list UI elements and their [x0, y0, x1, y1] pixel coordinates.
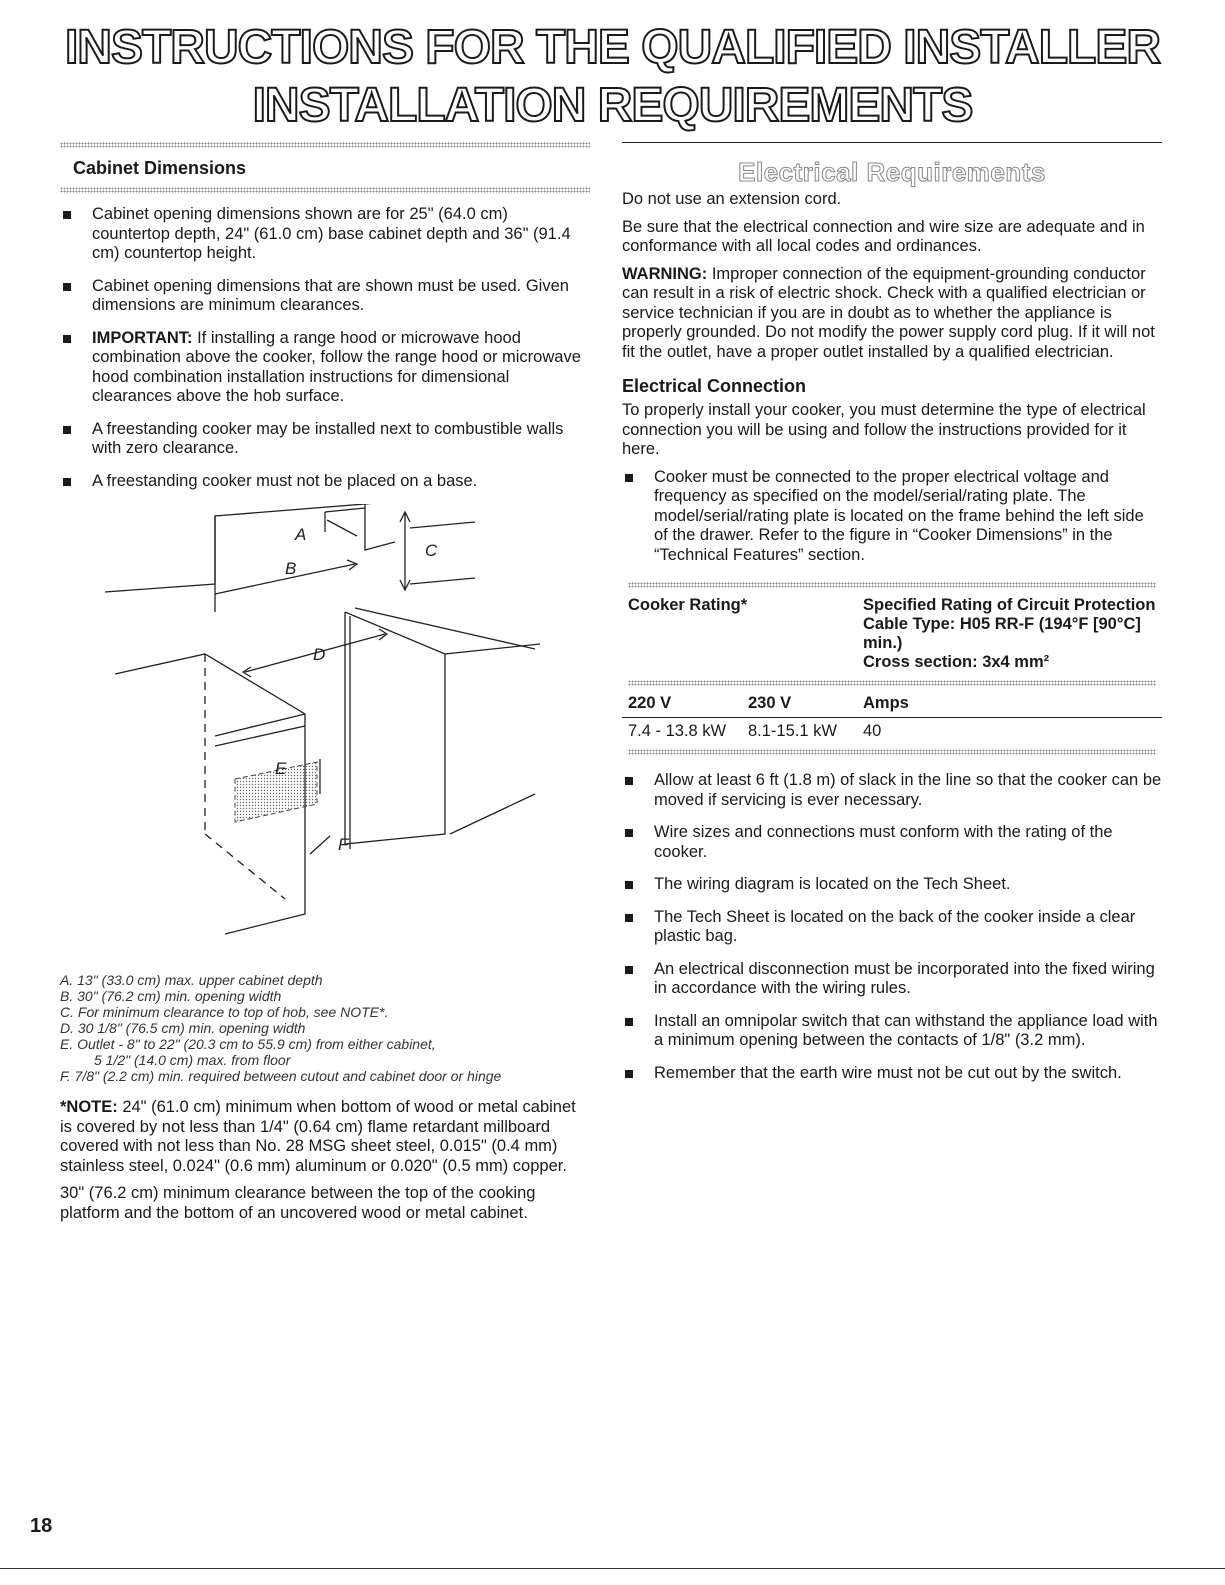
warning-text: Improper connection of the equipment-grounding conductor can result in a risk of electric shock. Check with a qualified electrician or service technician if you are in doubt as to whether the appliance is properly grounded. Do not modify the power supply cord plug. If it will not fit the outlet, have a proper outlet installed by a qualified electrician. — [622, 264, 1155, 361]
diagram-label-e: E — [275, 759, 287, 778]
bullet-square-icon — [625, 881, 633, 889]
subheader-230v: 230 V — [748, 694, 792, 712]
footer-rule — [0, 1568, 1225, 1569]
header-circuit-protection — [857, 592, 1162, 676]
caption-e-continued: 5 1/2" (14.0 cm) max. from floor — [94, 1052, 291, 1068]
list-item — [622, 468, 1162, 566]
cabinet-dimensions-diagram — [95, 504, 545, 964]
bullet-text: If installing a range hood or microwave hood combination above the cooker, follow the range hood or microwave hood combination installation instructions for dimensional clearances above the hob surface. — [92, 328, 581, 405]
bullet-text: An electrical disconnection must be incorporated into the fixed wiring in accordance with the wiring rules. — [654, 959, 1155, 997]
dotted-divider — [628, 582, 1156, 588]
bullet-text: Cabinet opening dimensions that are shown must be used. Given dimensions are minimum clearances. — [92, 276, 569, 314]
bullet-text: Cooker must be connected to the proper electrical voltage and frequency as specified on the model/serial/rating plate. The model/serial/rating plate is located on the frame behind the left side of the drawer. Refer to the figure in “Cooker Dimensions” in the “Technical Features” section. — [654, 467, 1144, 564]
header-cross-section-line: Cross section: 3x4 mm² — [863, 653, 1050, 671]
caption-f: F. 7/8" (2.2 cm) min. required between cutout and cabinet door or hinge — [60, 1068, 502, 1084]
diagram-label-d: D — [313, 645, 326, 664]
diagram-label-a: A — [295, 525, 307, 544]
paragraph-extension-cord: Do not use an extension cord. — [622, 190, 842, 208]
dotted-divider — [628, 749, 1156, 755]
left-column — [60, 142, 590, 1231]
cabinet-bullet-list — [60, 205, 590, 491]
bullet-square-icon — [625, 474, 633, 482]
warning-label: WARNING: — [622, 264, 708, 283]
dotted-divider — [60, 187, 590, 193]
bullet-text: Remember that the earth wire must not be cut out by the switch. — [654, 1063, 1122, 1082]
dotted-divider — [628, 680, 1156, 686]
subheader-amps: Amps — [863, 694, 909, 712]
bullet-square-icon — [625, 1018, 633, 1026]
bullet-square-icon — [63, 335, 71, 343]
wiring-bullet-list — [622, 771, 1162, 1083]
note-text: 24" (61.0 cm) minimum when bottom of wood or metal cabinet is covered by not less than 1/4" (0.64 cm) flame retardant millboard covered with not less than No. 28 MSG sheet steel, 0.015" (0.4 mm) stainless steel, 0.024" (0.6 mm) aluminum or 0.020" (0.5 mm) copper. — [60, 1098, 576, 1175]
caption-c: C. For minimum clearance to top of hob, see NOTE*. — [60, 1004, 389, 1020]
page-number: 18 — [30, 1515, 53, 1537]
list-item — [622, 771, 1162, 810]
bullet-square-icon — [625, 914, 633, 922]
subheader-220v: 220 V — [628, 694, 672, 712]
bullet-square-icon — [625, 829, 633, 837]
bullet-text: The Tech Sheet is located on the back of the cooker inside a clear plastic bag. — [654, 907, 1136, 945]
section-title-electrical-requirements: Electrical Requirements — [738, 157, 1046, 187]
list-item — [622, 908, 1162, 947]
table-header-row — [622, 592, 1162, 676]
diagram-label-b: B — [285, 559, 297, 578]
list-item — [622, 823, 1162, 862]
bullet-text: The wiring diagram is located on the Tech Sheet. — [654, 875, 1011, 893]
bullet-text: A freestanding cooker must not be placed on a base. — [92, 471, 478, 490]
header-cable-type-line: Cable Type: H05 RR-F (194°F [90°C] min.) — [863, 615, 1141, 652]
diagram-label-f: F — [338, 835, 349, 854]
paragraph-connection-adequate: Be sure that the electrical connection and wire size are adequate and in conformance with all local codes and ordinances. — [622, 217, 1145, 255]
note-paragraph-2: 30" (76.2 cm) minimum clearance between the top of the cooking platform and the bottom of an uncovered wood or metal cabinet. — [60, 1184, 536, 1222]
note-paragraph — [60, 1098, 590, 1176]
bullet-text: A freestanding cooker may be installed next to combustible walls with zero clearance. — [92, 419, 564, 457]
list-item — [60, 205, 590, 264]
header-protection-line: Specified Rating of Circuit Protection — [863, 596, 1156, 614]
important-label: IMPORTANT: — [92, 328, 193, 347]
caption-e: E. Outlet - 8" to 22" (20.3 cm to 55.9 cm) from either cabinet, — [60, 1036, 436, 1052]
list-item — [622, 1064, 1162, 1084]
page-header-line1: INSTRUCTIONS FOR THE QUALIFIED INSTALLER — [64, 21, 1161, 74]
paragraph-connection-type: To properly install your cooker, you must determine the type of electrical connection you will be using and follow the instructions provided for it here. — [622, 401, 1146, 458]
bullet-text: Install an omnipolar switch that can withstand the appliance load with a minimum opening between the contacts of 1/8" (3.2 mm). — [654, 1011, 1158, 1049]
page-header-line2: INSTALLATION REQUIREMENTS — [252, 79, 973, 132]
bullet-square-icon — [625, 777, 633, 785]
connection-bullet-list — [622, 468, 1162, 566]
list-item — [60, 472, 590, 492]
table-subheader-row — [622, 690, 1162, 718]
cooker-rating-table — [622, 578, 1162, 759]
bullet-square-icon — [63, 211, 71, 219]
list-item — [60, 420, 590, 459]
list-item — [60, 277, 590, 316]
bullet-square-icon — [63, 426, 71, 434]
diagram-label-c: C — [425, 541, 438, 560]
caption-a: A. 13" (33.0 cm) max. upper cabinet depth — [60, 972, 323, 988]
bullet-square-icon — [625, 1070, 633, 1078]
caption-d: D. 30 1/8" (76.5 cm) min. opening width — [60, 1020, 306, 1036]
cell-220v-rating: 7.4 - 13.8 kW — [628, 722, 727, 740]
bullet-text: Wire sizes and connections must conform with the rating of the cooker. — [654, 823, 1113, 861]
cell-230v-rating: 8.1-15.1 kW — [748, 722, 837, 740]
list-item — [622, 960, 1162, 999]
note-label: *NOTE: — [60, 1098, 118, 1116]
bullet-text: Cabinet opening dimensions shown are for 25" (64.0 cm) countertop depth, 24" (61.0 cm) base cabinet depth and 36" (91.4 cm) countertop height. — [92, 205, 571, 262]
table-row — [622, 718, 1162, 746]
right-column — [622, 142, 1162, 1096]
bullet-square-icon — [625, 966, 633, 974]
bullet-square-icon — [63, 478, 71, 486]
cell-amps: 40 — [863, 722, 882, 740]
bullet-square-icon — [63, 283, 71, 291]
diagram-captions — [60, 972, 590, 1084]
subsection-title-electrical-connection: Electrical Connection — [622, 376, 807, 396]
caption-b: B. 30" (76.2 cm) min. opening width — [60, 988, 282, 1004]
list-item — [60, 329, 590, 407]
header-cooker-rating: Cooker Rating* — [628, 596, 748, 614]
bullet-text: Allow at least 6 ft (1.8 m) of slack in the line so that the cooker can be moved if servicing is ever necessary. — [654, 771, 1162, 809]
section-title-cabinet-dimensions: Cabinet Dimensions — [73, 158, 247, 178]
warning-paragraph — [622, 265, 1162, 363]
list-item — [622, 1012, 1162, 1051]
list-item — [622, 875, 1162, 895]
